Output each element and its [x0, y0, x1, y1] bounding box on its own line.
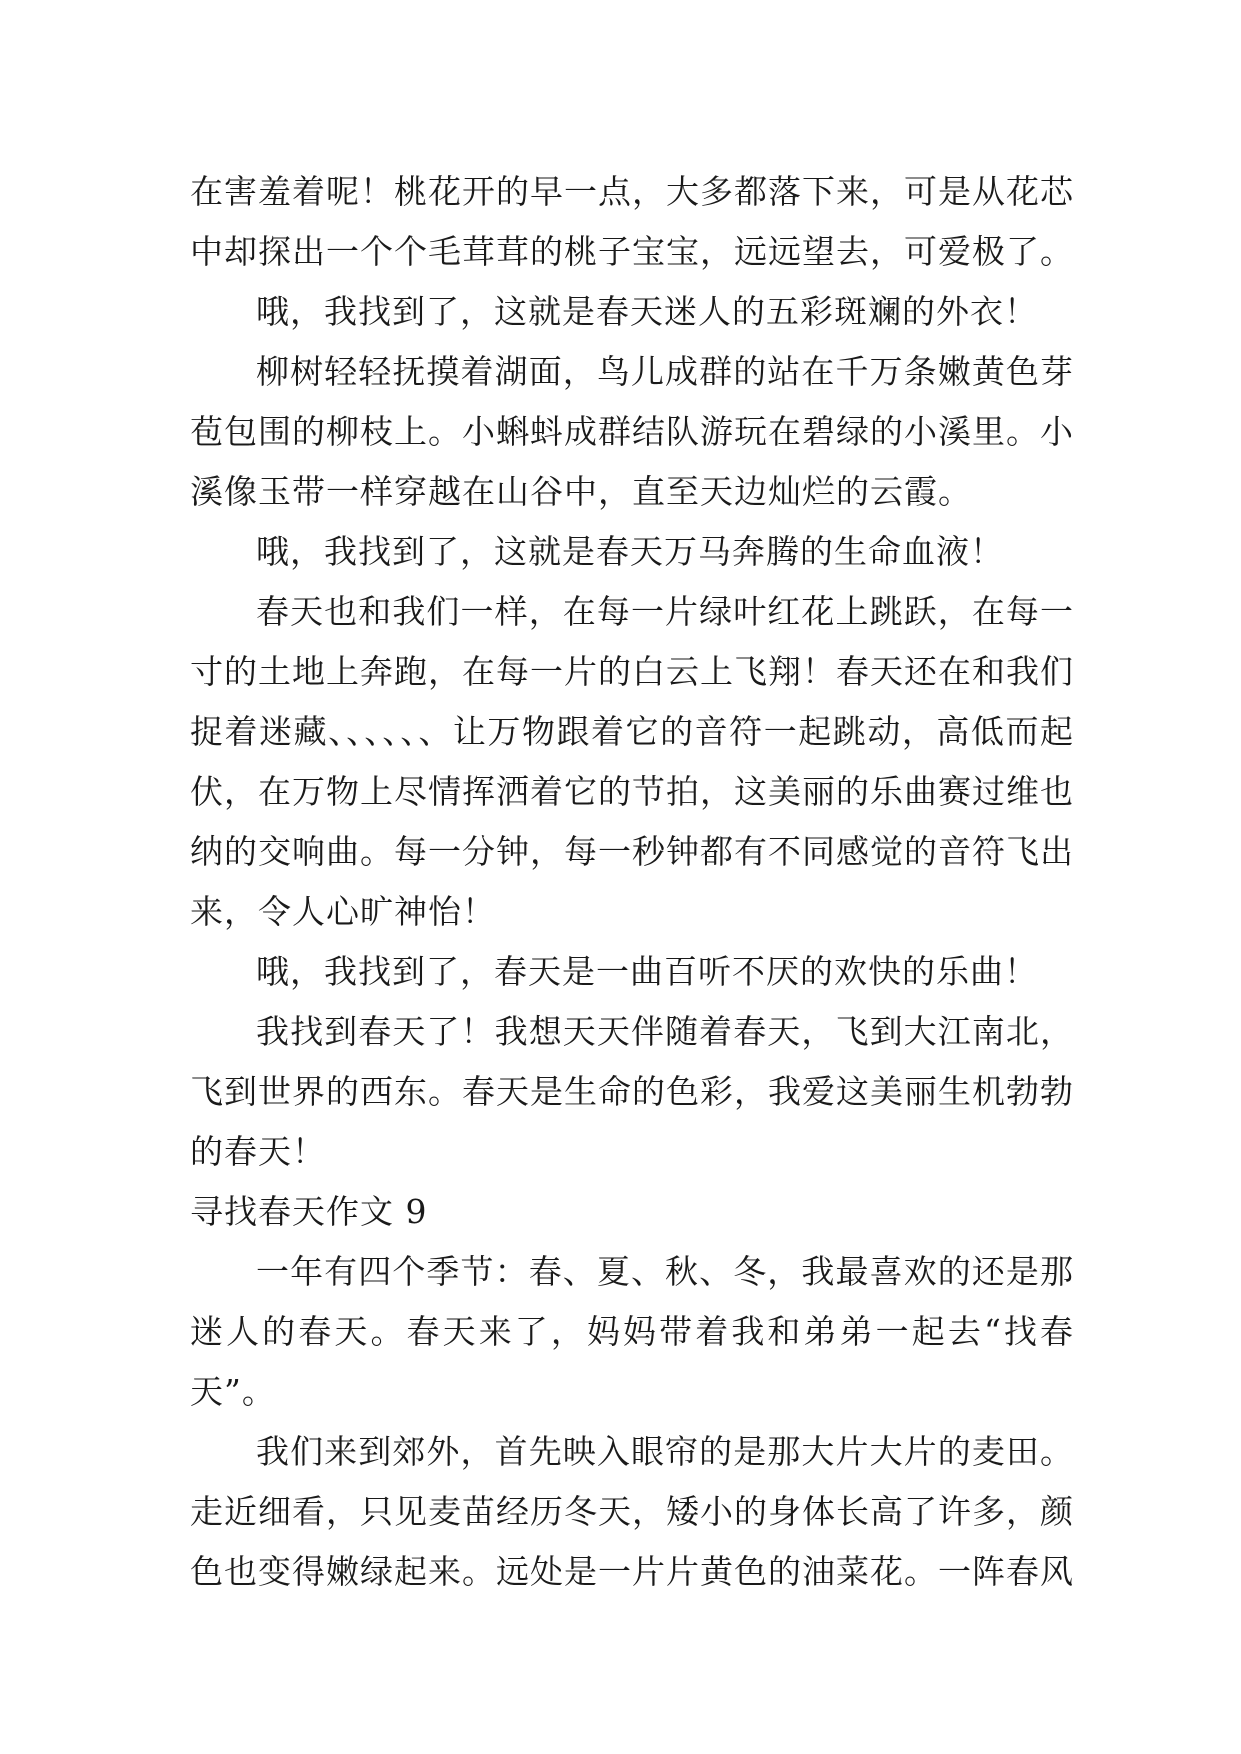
paragraph: 春天也和我们一样，在每一片绿叶红花上跳跃，在每一寸的土地上奔跑，在每一片的白云上飞翔！春天还在和我们捉着迷藏、、、、、、让万物跟着它的音符一起跳动，高低而起伏，在万物上尽情挥洒着它的节拍，这美丽的乐曲赛过维也纳的交响曲。每一分钟，每一秒钟都有不同感觉的音符飞出来，令人心旷神怡！ — [190, 592, 1074, 931]
section-heading: 寻找春天作文 9 — [190, 1192, 428, 1231]
paragraph: 我们来到郊外，首先映入眼帘的是那大片大片的麦田。走近细看，只见麦苗经历冬天，矮小的身体长高了许多，颜色也变得嫩绿起来。远处是一片片黄色的油菜花。一阵春风 — [190, 1432, 1074, 1591]
paragraph: 哦，我找到了，这就是春天万马奔腾的生命血液！ — [256, 532, 1004, 571]
paragraph: 我找到春天了！我想天天伴随着春天，飞到大江南北，飞到世界的西东。春天是生命的色彩，我爱这美丽生机勃勃的春天！ — [190, 1012, 1074, 1171]
paragraph: 哦，我找到了，春天是一曲百听不厌的欢快的乐曲！ — [256, 952, 1038, 991]
paragraph-continuation: 在害羞着呢！桃花开的早一点，大多都落下来，可是从花芯中却探出一个个毛茸茸的桃子宝宝，远远望去，可爱极了。 — [190, 172, 1074, 271]
paragraph: 柳树轻轻抚摸着湖面，鸟儿成群的站在千万条嫩黄色芽苞包围的柳枝上。小蝌蚪成群结队游玩在碧绿的小溪里。小溪像玉带一样穿越在山谷中，直至天边灿烂的云霞。 — [190, 352, 1074, 511]
document-body — [190, 162, 1074, 1602]
paragraph: 哦，我找到了，这就是春天迷人的五彩斑斓的外衣！ — [256, 292, 1038, 331]
paragraph: 一年有四个季节：春、夏、秋、冬，我最喜欢的还是那迷人的春天。春天来了，妈妈带着我和弟弟一起去“找春天”。 — [190, 1252, 1074, 1411]
